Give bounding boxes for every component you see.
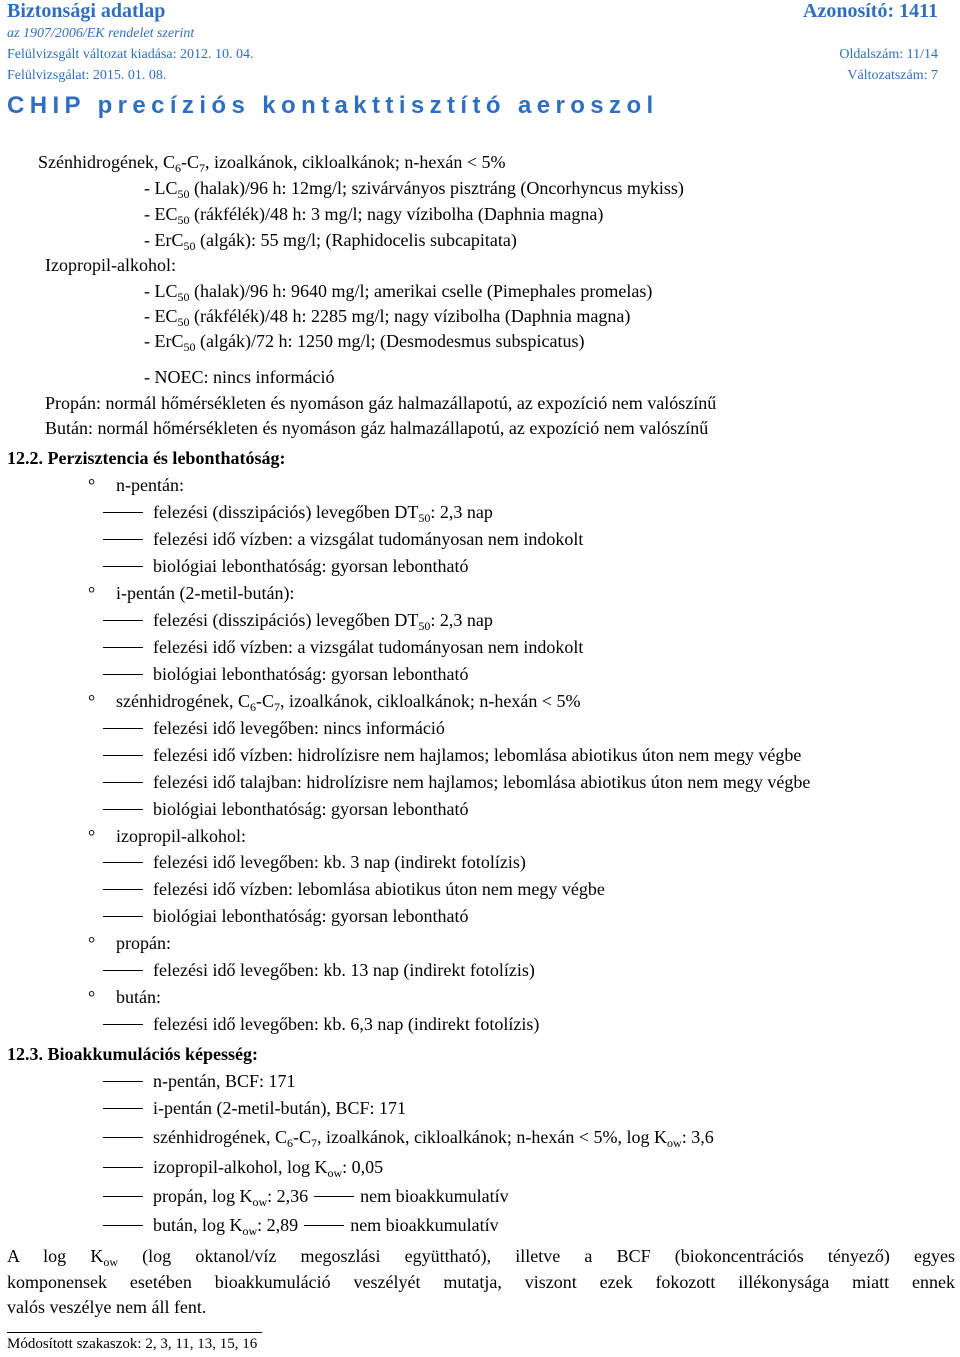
bioacc-item: szénhidrogének, $C_6-C_7$, izoalkánok, cikloalkánok; n-hexán < 5%, $\log K_{ow}$: 3,6 (103, 1126, 714, 1148)
persistence-item: felezési idő vízben: hidrolízisre nem hajlamos; lebomlása abiotikus úton nem megy végbe (103, 744, 801, 766)
bioacc-paragraph-line: komponensek esetében bioakkumuláció veszélyét mutatja, viszont ezek fokozott illékonysága miatt ennek (7, 1272, 955, 1292)
bioacc-item: izopropil-alkohol, $\log K_{ow}$: 0,05 (103, 1156, 383, 1178)
tox-butan: Bután: normál hőmérsékleten és nyomáson gáz halmazállapotú, az expozíció nem valószínű (45, 418, 709, 438)
substance-propane: ° propán: (88, 933, 171, 953)
tox-group-hydrocarbons: Szénhidrogének, $C_6-C_7$, izoalkánok, cikloalkánok; n-hexán < 5% (38, 152, 506, 175)
page-number: Oldalszám: 11/14 (839, 47, 938, 62)
persistence-item: biológiai lebonthatóság: gyorsan lebontható (103, 555, 468, 577)
tox-group-ipa: Izopropil-alkohol: (45, 255, 176, 275)
tox-line: - $EC_{50}$ (rákfélék)/48 h: 2285 mg/l; nagy vízibolha (Daphnia magna) (144, 306, 631, 329)
section-heading-persistence: 12.2. Perzisztencia és lebonthatóság: (7, 448, 286, 468)
tox-line: - ErC$_{50}$ (algák)/72 h: 1250 mg/l; (Desmodesmus subspicatus) (144, 331, 585, 354)
substance-i-pentane: ° i-pentán (2-metil-bután): (88, 583, 295, 603)
tox-propan: Propán: normál hőmérsékleten és nyomáson gáz halmazállapotú, az expozíció nem valószínű (45, 393, 717, 413)
modified-sections: Módosított szakaszok: 2, 3, 11, 13, 15, 16 (7, 1336, 258, 1352)
persistence-item: felezési idő vízben: lebomlása abiotikus úton nem megy végbe (103, 878, 605, 900)
persistence-item: felezési (disszipációs) levegőben $DT_{50}$: 2,3 nap (103, 609, 493, 631)
persistence-item: biológiai lebonthatóság: gyorsan lebontható (103, 798, 468, 820)
persistence-item: felezési idő levegőben: kb. 13 nap (indirekt fotolízis) (103, 959, 535, 981)
persistence-item: felezési (disszipációs) levegőben $DT_{50}$: 2,3 nap (103, 501, 493, 523)
revision-issue: Felülvizsgált változat kiadása: 2012. 10. 04. (7, 47, 254, 62)
substance-n-pentane: ° n-pentán: (88, 475, 184, 495)
footer-divider (7, 1332, 262, 1333)
section-heading-bioaccumulation: 12.3. Bioakkumulációs képesség: (7, 1044, 259, 1064)
substance-butane: ° bután: (88, 987, 161, 1007)
substance-hydrocarbons: ° szénhidrogének, $C_6-C_7$, izoalkánok, cikloalkánok; n-hexán < 5% (88, 691, 581, 714)
persistence-item: felezési idő vízben: a vizsgálat tudományosan nem indokolt (103, 528, 583, 550)
header-row-2 (7, 68, 938, 84)
persistence-item: felezési idő levegőben: kb. 6,3 nap (indirekt fotolízis) (103, 1013, 539, 1035)
persistence-item: felezési idő talajban: hidrolízisre nem hajlamos; lebomlása abiotikus úton nem megy végbe (103, 771, 810, 793)
version-number: Változatszám: 7 (847, 68, 938, 83)
tox-line: - $EC_{50}$ (rákfélék)/48 h: 3 mg/l; nagy vízibolha (Daphnia magna) (144, 204, 604, 227)
product-name: CHIP precíziós kontakttisztító aeroszol (7, 92, 659, 119)
persistence-item: felezési idő levegőben: kb. 3 nap (indirekt fotolízis) (103, 851, 526, 873)
bioacc-paragraph-line: A $\log K_{ow}$ (log oktanol/víz megoszlási együttható), illetve a BCF (biokoncentrációs tényező) egyes (7, 1246, 955, 1269)
tox-line: - $LC_{50}$ (halak)/96 h: 12mg/l; szivárványos pisztráng (Oncorhyncus mykiss) (144, 178, 684, 201)
bioacc-item: propán, $\log K_{ow}$: 2,36 nem bioakkumulatív (103, 1185, 509, 1207)
tox-noec: - NOEC: nincs információ (144, 367, 335, 387)
revision-date: Felülvizsgálat: 2015. 01. 08. (7, 68, 167, 83)
bioacc-item: bután, $\log K_{ow}$: 2,89 nem bioakkumulatív (103, 1214, 499, 1236)
tox-line: - $LC_{50}$ (halak)/96 h: 9640 mg/l; amerikai cselle (Pimephales promelas) (144, 281, 653, 304)
persistence-item: felezési idő levegőben: nincs információ (103, 717, 445, 739)
bioacc-item: i-pentán (2-metil-bután), BCF: 171 (103, 1097, 406, 1119)
document-header (7, 0, 938, 24)
persistence-item: biológiai lebonthatóság: gyorsan lebontható (103, 663, 468, 685)
persistence-item: biológiai lebonthatóság: gyorsan lebontható (103, 905, 468, 927)
header-row-1 (7, 47, 938, 63)
substance-ipa: ° izopropil-alkohol: (88, 826, 246, 846)
regulation-note: az 1907/2006/EK rendelet szerint (7, 26, 195, 41)
persistence-item: felezési idő vízben: a vizsgálat tudományosan nem indokolt (103, 636, 583, 658)
document-title: Biztonsági adatlap (7, 0, 166, 22)
bioacc-item: n-pentán, BCF: 171 (103, 1070, 296, 1092)
bioacc-paragraph-line: valós veszélye nem áll fent. (7, 1297, 207, 1317)
document-id: Azonosító: 1411 (803, 0, 938, 22)
tox-line: - ErC$_{50}$ (algák): 55 mg/l; (Raphidocelis subcapitata) (144, 230, 517, 253)
